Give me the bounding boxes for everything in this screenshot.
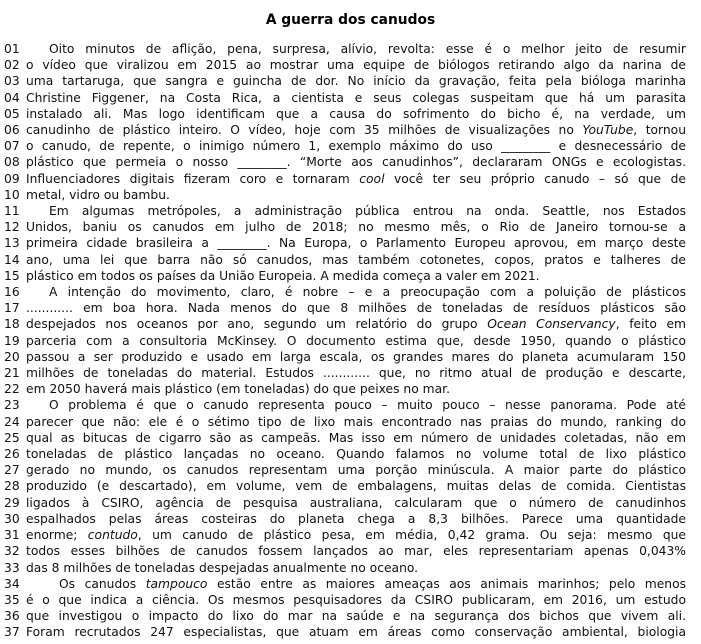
line-number: 25: [4, 430, 20, 445]
line-text: passou a ser produzido e usado em larga escala, os grandes mares do planeta acumularam 150: [26, 349, 686, 364]
text-line: [0, 608, 701, 624]
line-number: 27: [4, 463, 20, 478]
line-number: 13: [4, 236, 20, 251]
text-line: [0, 171, 701, 187]
line-text: ligados à CSIRO, agência de pesquisa australiana, calcularam que o número de canudinhos: [26, 495, 686, 510]
line-number: 35: [4, 592, 20, 607]
line-number: 32: [4, 544, 20, 559]
line-text: produzido (e descartado), em volume, vem de embalagens, muitas delas de comida. Cientistas: [26, 479, 686, 494]
text-line: [0, 446, 701, 462]
line-number: 30: [4, 511, 20, 526]
text-line: [0, 268, 701, 284]
line-text: ano, uma lei que barra não só canudos, mas também cotonetes, copos, pratos e talheres de: [26, 252, 686, 267]
line-number: 10: [4, 187, 20, 202]
line-number: 36: [4, 609, 20, 624]
text-line: [0, 527, 701, 543]
line-text: qual as bitucas de cigarro são as campeãs. Mas isso em número de unidades coletadas, não em: [26, 430, 686, 445]
line-text: das 8 milhões de toneladas despejadas anualmente no oceano.: [26, 560, 419, 575]
text-line: [0, 252, 701, 268]
line-text: primeira cidade brasileira a ________. Na Europa, o Parlamento Europeu aprovou, em março deste: [26, 236, 686, 251]
text-line: [0, 41, 701, 57]
line-text: milhões de toneladas do material. Estudos ............ que, no ritmo atual de produção e descarte,: [26, 366, 686, 381]
text-line: [0, 316, 701, 332]
line-number: 23: [4, 398, 20, 413]
line-number: 33: [4, 560, 20, 575]
line-text: espalhados pelas áreas costeiras do planeta chega a 8,3 bilhões. Parece uma quantidade: [26, 511, 686, 526]
line-number: 21: [4, 366, 20, 381]
text-line: [0, 624, 701, 640]
line-text: toneladas de plástico lançadas no oceano. Quando falamos no volume total de lixo plástico: [26, 447, 686, 462]
line-number: 34: [4, 576, 20, 591]
line-number: 03: [4, 74, 20, 89]
line-number: 14: [4, 252, 20, 267]
line-text: Oito minutos de aflição, pena, surpresa, alívio, revolta: esse é o melhor jeito de resumir: [49, 42, 686, 56]
text-line: [0, 333, 701, 349]
line-number: 12: [4, 220, 20, 235]
text-line: [0, 300, 701, 316]
text-line: [0, 106, 701, 122]
line-text: Em algumas metrópoles, a administração pública entrou na onda. Seattle, nos Estados: [49, 204, 686, 219]
line-number: 22: [4, 382, 20, 397]
text-line: [0, 187, 701, 203]
line-number: 37: [4, 625, 20, 640]
line-text: em 2050 haverá mais plástico (em toneladas) do que peixes no mar.: [26, 382, 450, 397]
text-line: [0, 543, 701, 559]
line-text: enorme; contudo, um canudo de plástico pesa, em média, 0,42 grama. Ou seja: mesmo que: [26, 528, 686, 543]
line-text: ............ em boa hora. Nada menos do que 8 milhões de toneladas de resíduos plásticos são: [26, 301, 686, 316]
text-line: [0, 560, 701, 576]
line-text: gerado no mundo, os canudos representam uma porção minúscula. A maior parte do plástico: [26, 463, 686, 478]
line-number: 20: [4, 349, 20, 364]
text-line: [0, 122, 701, 138]
text-line: [0, 203, 701, 219]
text-line: [0, 495, 701, 511]
document-title: A guerra dos canudos: [265, 12, 436, 28]
text-line: [0, 381, 701, 397]
line-text: O problema é que o canudo representa pouco – muito pouco – nesse panorama. Pode até: [49, 398, 686, 413]
line-number: 24: [4, 414, 20, 429]
text-line: [0, 414, 701, 430]
line-text: despejados nos oceanos por ano, segundo um relatório do grupo Ocean Conservancy, feito em: [26, 317, 686, 332]
document-lines: [0, 41, 701, 641]
line-number: 19: [4, 333, 20, 348]
text-line: [0, 219, 701, 235]
text-line: [0, 235, 701, 251]
line-number: 06: [4, 123, 20, 138]
text-line: [0, 349, 701, 365]
line-number: 04: [4, 90, 20, 105]
text-line: [0, 576, 701, 592]
line-text: instalado ali. Mas logo identificam que a causa do sofrimento do bicho é, na verdade, um: [26, 106, 686, 121]
text-line: [0, 592, 701, 608]
text-line: [0, 478, 701, 494]
line-number: 26: [4, 447, 20, 462]
text-line: [0, 90, 701, 106]
line-text: Os canudos tampouco estão entre as maiores ameaças aos animais marinhos; pelo menos: [59, 576, 687, 591]
line-number: 18: [4, 317, 20, 332]
line-number: 11: [4, 204, 20, 219]
line-number: 16: [4, 285, 20, 300]
line-text: Influenciadores digitais fizeram coro e tornaram cool você ter seu próprio canudo – só que de: [26, 171, 686, 186]
text-line: [0, 73, 701, 89]
line-text: Foram recrutados 247 especialistas, que atuam em áreas como conservação ambiental, biologia: [26, 625, 686, 640]
line-text: plástico que permeia o nosso ________. “Morte aos canudinhos”, declararam ONGs e ecologistas.: [26, 155, 686, 170]
line-text: A intenção do movimento, claro, é nobre – e a preocupação com a poluição de plásticos: [49, 285, 686, 300]
text-line: [0, 365, 701, 381]
line-number: 07: [4, 139, 20, 154]
line-number: 01: [4, 42, 20, 56]
line-text: uma tartaruga, que sangra e guincha de dor. No início da gravação, feita pela bióloga marinha: [26, 74, 686, 89]
line-text: metal, vidro ou bambu.: [26, 187, 170, 202]
text-line: [0, 397, 701, 413]
line-number: 15: [4, 268, 20, 283]
line-text: Christine Figgener, na Costa Rica, a cientista e seus colegas suspeitam que há um parasita: [26, 90, 686, 105]
line-text: todos esses bilhões de canudos fossem lançados ao mar, eles representariam apenas 0,043%: [26, 544, 686, 559]
text-line: [0, 284, 701, 300]
text-line: [0, 138, 701, 154]
text-line: [0, 57, 701, 73]
line-number: 05: [4, 106, 20, 121]
line-number: 28: [4, 479, 20, 494]
line-text: o vídeo que viralizou em 2015 ao mostrar uma equipe de biólogos retirando algo da narina de: [26, 58, 686, 73]
line-number: 17: [4, 301, 20, 316]
line-number: 09: [4, 171, 20, 186]
text-line: [0, 154, 701, 170]
line-text: parecer que não: ele é o sétimo tipo de lixo mais encontrado nas praias do mundo, ranking do: [26, 414, 686, 429]
line-text: plástico em todos os países da União Europeia. A medida começa a valer em 2021.: [26, 268, 540, 283]
line-number: 31: [4, 528, 20, 543]
line-text: Unidos, baniu os canudos em julho de 2018; no mesmo mês, o Rio de Janeiro tornou-se a: [26, 220, 686, 235]
text-line: [0, 430, 701, 446]
text-line: [0, 462, 701, 478]
line-text: é o que indica a ciência. Os mesmos pesquisadores da CSIRO publicaram, em 2016, um estudo: [26, 592, 686, 607]
line-number: 29: [4, 495, 20, 510]
line-number: 08: [4, 155, 20, 170]
line-text: canudinho de plástico inteiro. O vídeo, hoje com 35 milhões de visualizações no YouTube, tornou: [26, 123, 686, 138]
line-text: o canudo, de repente, o inimigo número 1, exemplo máximo do uso ________ e desnecessário de: [26, 139, 686, 154]
line-number: 02: [4, 58, 20, 73]
text-line: [0, 511, 701, 527]
line-text: que investigou o impacto do lixo do mar na saúde e na segurança dos bichos que vivem ali.: [26, 609, 686, 624]
line-text: parceria com a consultoria McKinsey. O documento estima que, desde 1950, quando o plástico: [26, 333, 686, 348]
